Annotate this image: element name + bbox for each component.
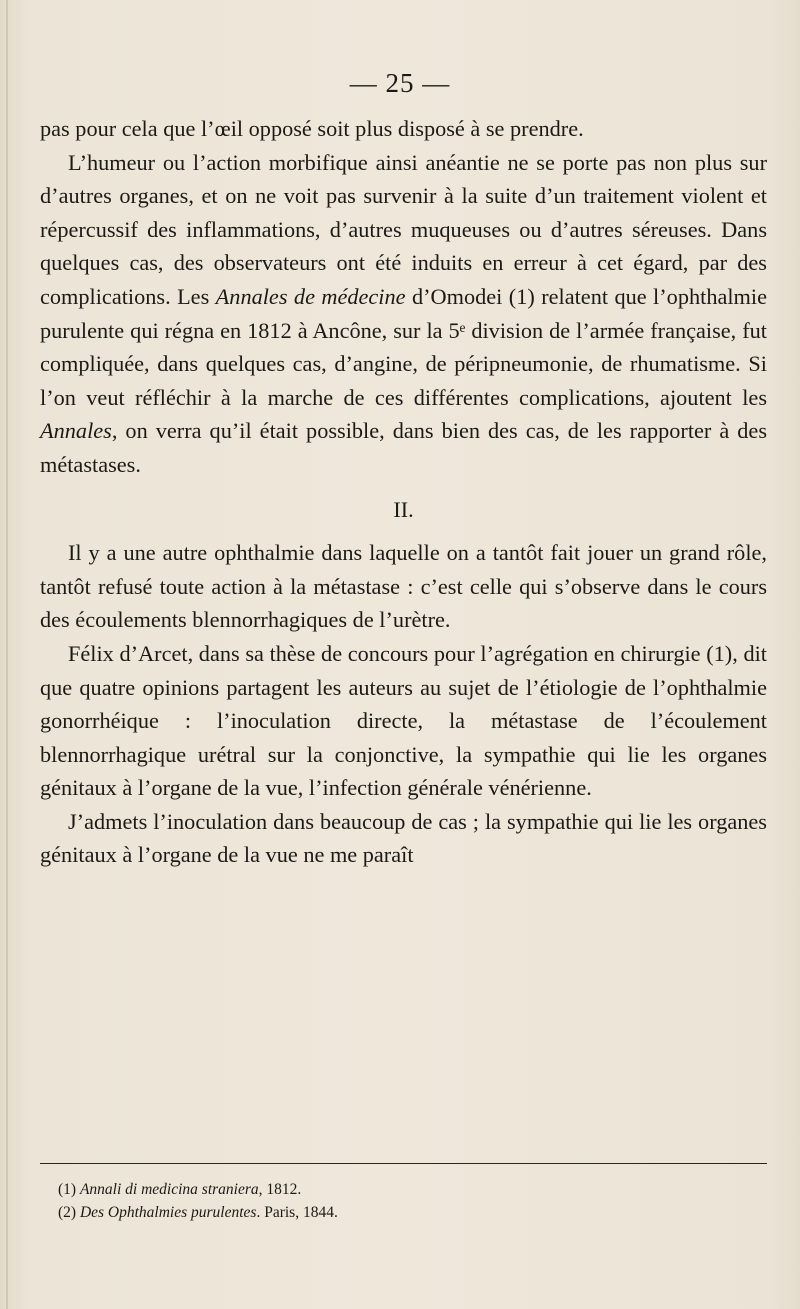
section-heading: II. [393, 496, 414, 522]
footnote-1 [58, 1178, 758, 1201]
footnote-1-title: Annali di medicina straniera [79, 1181, 259, 1198]
footnote-1-details: , 1812. [258, 1181, 302, 1198]
paragraph-2-part-b: d’Omodei (1) relatent que l’ophthalmie purulente qui régna en 1812 à Ancône, sur la 5ᵉ division de l’armée française, fut compliquée, dans quelques cas, d’angine, de péripneumonie, de rhumatisme. Si l’on veut réfléchir à la marche de ces différentes complications, ajoutent les [40, 283, 767, 410]
footnote-2-title: Des Ophthalmies purulentes [79, 1204, 257, 1221]
paragraph-4: Félix d’Arcet, dans sa thèse de concours pour l’agrégation en chirurgie (1), dit que quatre opinions partagent les auteurs au sujet de l’étiologie de l’ophthalmie gonorrhéique : l’inoculation directe, la métastase de l’écoulement blennorrhagique urétral sur la conjonctive, la sympathie qui lie les organes génitaux à l’organe de la vue, l’infection générale vénérienne. [40, 640, 767, 801]
footnote-2 [58, 1201, 758, 1224]
paragraph-5: J’admets l’inoculation dans beaucoup de cas ; la sympathie qui lie les organes génitaux à l’organe de la vue ne me paraît [40, 808, 767, 868]
paragraph-2 [40, 146, 767, 482]
journal-title-annales: Annales [40, 418, 112, 444]
footnotes [58, 1178, 758, 1224]
paragraph-1: pas pour cela que l’œil opposé soit plus disposé à se prendre. [40, 116, 584, 141]
footnote-2-details: . Paris, 1844. [256, 1204, 338, 1221]
footnote-rule [40, 1163, 767, 1164]
footnote-1-marker: (1) [58, 1181, 80, 1198]
footnote-2-marker: (2) [58, 1204, 80, 1221]
paragraph-2-part-c: , on verra qu’il était possible, dans bien des cas, de les rapporter à des métastases. [40, 418, 767, 477]
main-text [40, 112, 767, 872]
paragraph-2-part-a: L’humeur ou l’action morbifique ainsi anéantie ne se porte pas non plus sur d’autres organes, et on ne voit pas survenir à la suite d’un traitement violent et répercussif des inflammations, d’autres muqueuses ou d’autres séreuses. Dans quelques cas, des observateurs ont été induits en erreur à cet égard, par des complications. Les [40, 149, 767, 309]
paragraph-3: Il y a une autre ophthalmie dans laquelle on a tantôt fait jouer un grand rôle, tantôt refusé toute action à la métastase : c’est celle qui s’observe dans le cours des écoulements blennorrhagiques de l’urètre. [40, 540, 767, 633]
journal-title-annales-de-medecine: Annales de médecine [215, 283, 406, 309]
page-number: — 25 — [349, 68, 451, 98]
binding-gutter [6, 0, 8, 1309]
